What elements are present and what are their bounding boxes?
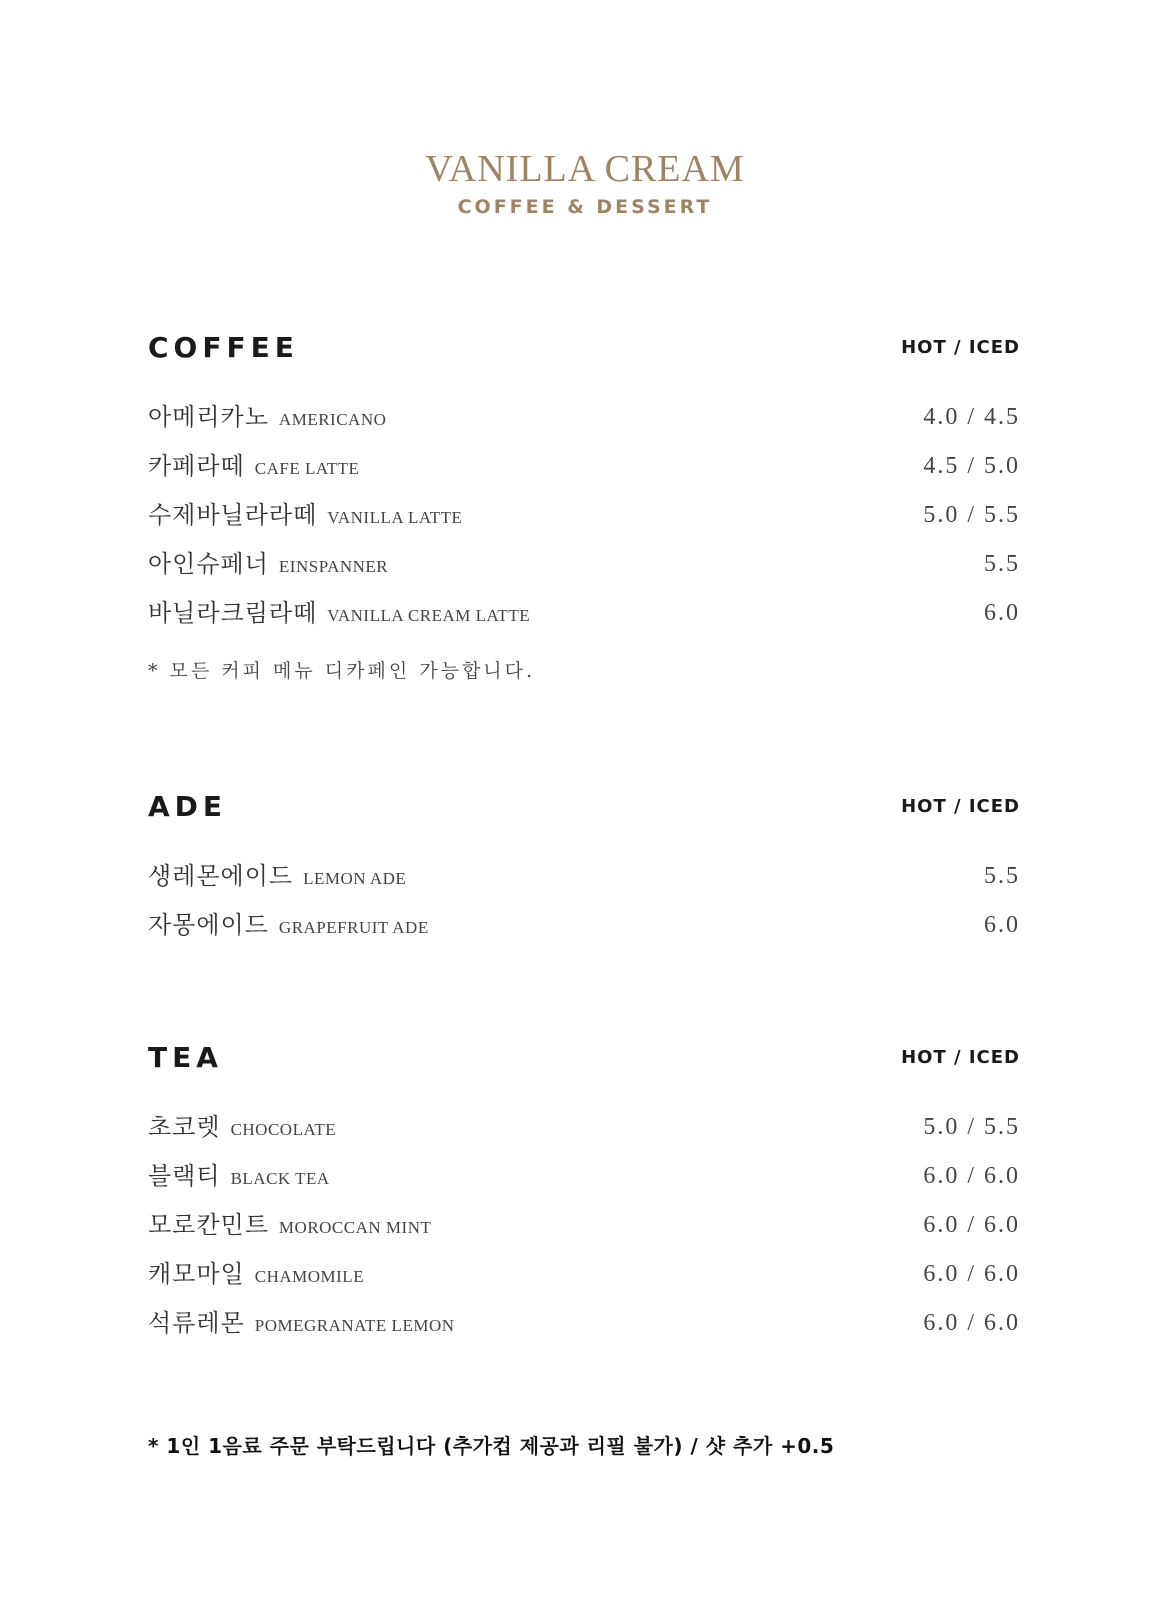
menu-item <box>148 540 1020 589</box>
price-column-header: HOT / ICED <box>901 796 1020 817</box>
item-name-ko: 캐모마일 <box>148 1260 245 1288</box>
item-price: 5.0 / 5.5 <box>923 502 1020 528</box>
item-name-en: LEMON ADE <box>303 869 407 888</box>
section-title: ADE <box>148 790 228 823</box>
item-name-ko: 자몽에이드 <box>148 911 269 939</box>
menu-item <box>148 1201 1020 1250</box>
item-price: 6.0 / 6.0 <box>923 1261 1020 1287</box>
menu-list <box>148 1103 1020 1348</box>
section-title: TEA <box>148 1041 223 1074</box>
section-ade <box>148 787 1020 950</box>
section-coffee <box>148 328 1020 683</box>
menu-item <box>148 1299 1020 1348</box>
brand-subtitle: COFFEE & DESSERT <box>457 196 713 218</box>
menu-item <box>148 491 1020 540</box>
item-name-ko: 블랙티 <box>148 1162 221 1190</box>
menu-list <box>148 393 1020 638</box>
item-name-ko: 초코렛 <box>148 1113 221 1141</box>
item-name-ko: 수제바닐라라떼 <box>148 501 318 529</box>
item-name-ko: 아메리카노 <box>148 403 269 431</box>
menu-item <box>148 1103 1020 1152</box>
item-name-ko: 모로칸민트 <box>148 1211 269 1239</box>
item-price: 6.0 <box>984 600 1020 626</box>
menu-item <box>148 852 1020 901</box>
item-name-ko: 생레몬에이드 <box>148 862 294 890</box>
decaf-note: * 모든 커피 메뉴 디카페인 가능합니다. <box>148 660 536 682</box>
brand-logo <box>0 150 1170 218</box>
item-price: 5.5 <box>984 551 1020 577</box>
item-name-en: CHOCOLATE <box>230 1120 337 1139</box>
menu-item <box>148 393 1020 442</box>
item-name-en: POMEGRANATE LEMON <box>254 1316 455 1335</box>
item-name-ko: 석류레몬 <box>148 1309 245 1337</box>
item-name-en: MOROCCAN MINT <box>278 1218 432 1237</box>
item-name-ko: 바닐라크림라떼 <box>148 599 318 627</box>
item-price: 4.0 / 4.5 <box>923 404 1020 430</box>
menu-item <box>148 901 1020 950</box>
menu-list <box>148 852 1020 950</box>
item-name-en: CAFE LATTE <box>254 459 360 478</box>
item-price: 6.0 / 6.0 <box>923 1310 1020 1336</box>
section-tea <box>148 1038 1020 1348</box>
item-name-en: CHAMOMILE <box>254 1267 365 1286</box>
item-price: 4.5 / 5.0 <box>923 453 1020 479</box>
section-header <box>148 328 1020 368</box>
section-header <box>148 787 1020 827</box>
item-name-en: AMERICANO <box>278 410 387 429</box>
item-price: 6.0 <box>984 912 1020 938</box>
section-header <box>148 1038 1020 1078</box>
item-name-en: EINSPANNER <box>278 557 389 576</box>
item-price: 6.0 / 6.0 <box>923 1163 1020 1189</box>
section-title: COFFEE <box>148 331 299 364</box>
item-price: 6.0 / 6.0 <box>923 1212 1020 1238</box>
price-column-header: HOT / ICED <box>901 337 1020 358</box>
item-price: 5.5 <box>984 863 1020 889</box>
price-column-header: HOT / ICED <box>901 1047 1020 1068</box>
item-name-ko: 아인슈페너 <box>148 550 269 578</box>
menu-item <box>148 1250 1020 1299</box>
item-name-ko: 카페라떼 <box>148 452 245 480</box>
item-price: 5.0 / 5.5 <box>923 1114 1020 1140</box>
item-name-en: GRAPEFRUIT ADE <box>278 918 429 937</box>
item-name-en: BLACK TEA <box>230 1169 330 1188</box>
menu-item <box>148 589 1020 638</box>
menu-item <box>148 442 1020 491</box>
item-name-en: VANILLA LATTE <box>327 508 463 527</box>
item-name-en: VANILLA CREAM LATTE <box>327 606 531 625</box>
menu-item <box>148 1152 1020 1201</box>
order-policy-note: * 1인 1음료 주문 부탁드립니다 (추가컵 제공과 리필 불가) / 샷 추가 +0.5 <box>148 1434 835 1458</box>
brand-name: VANILLA CREAM <box>425 148 745 190</box>
